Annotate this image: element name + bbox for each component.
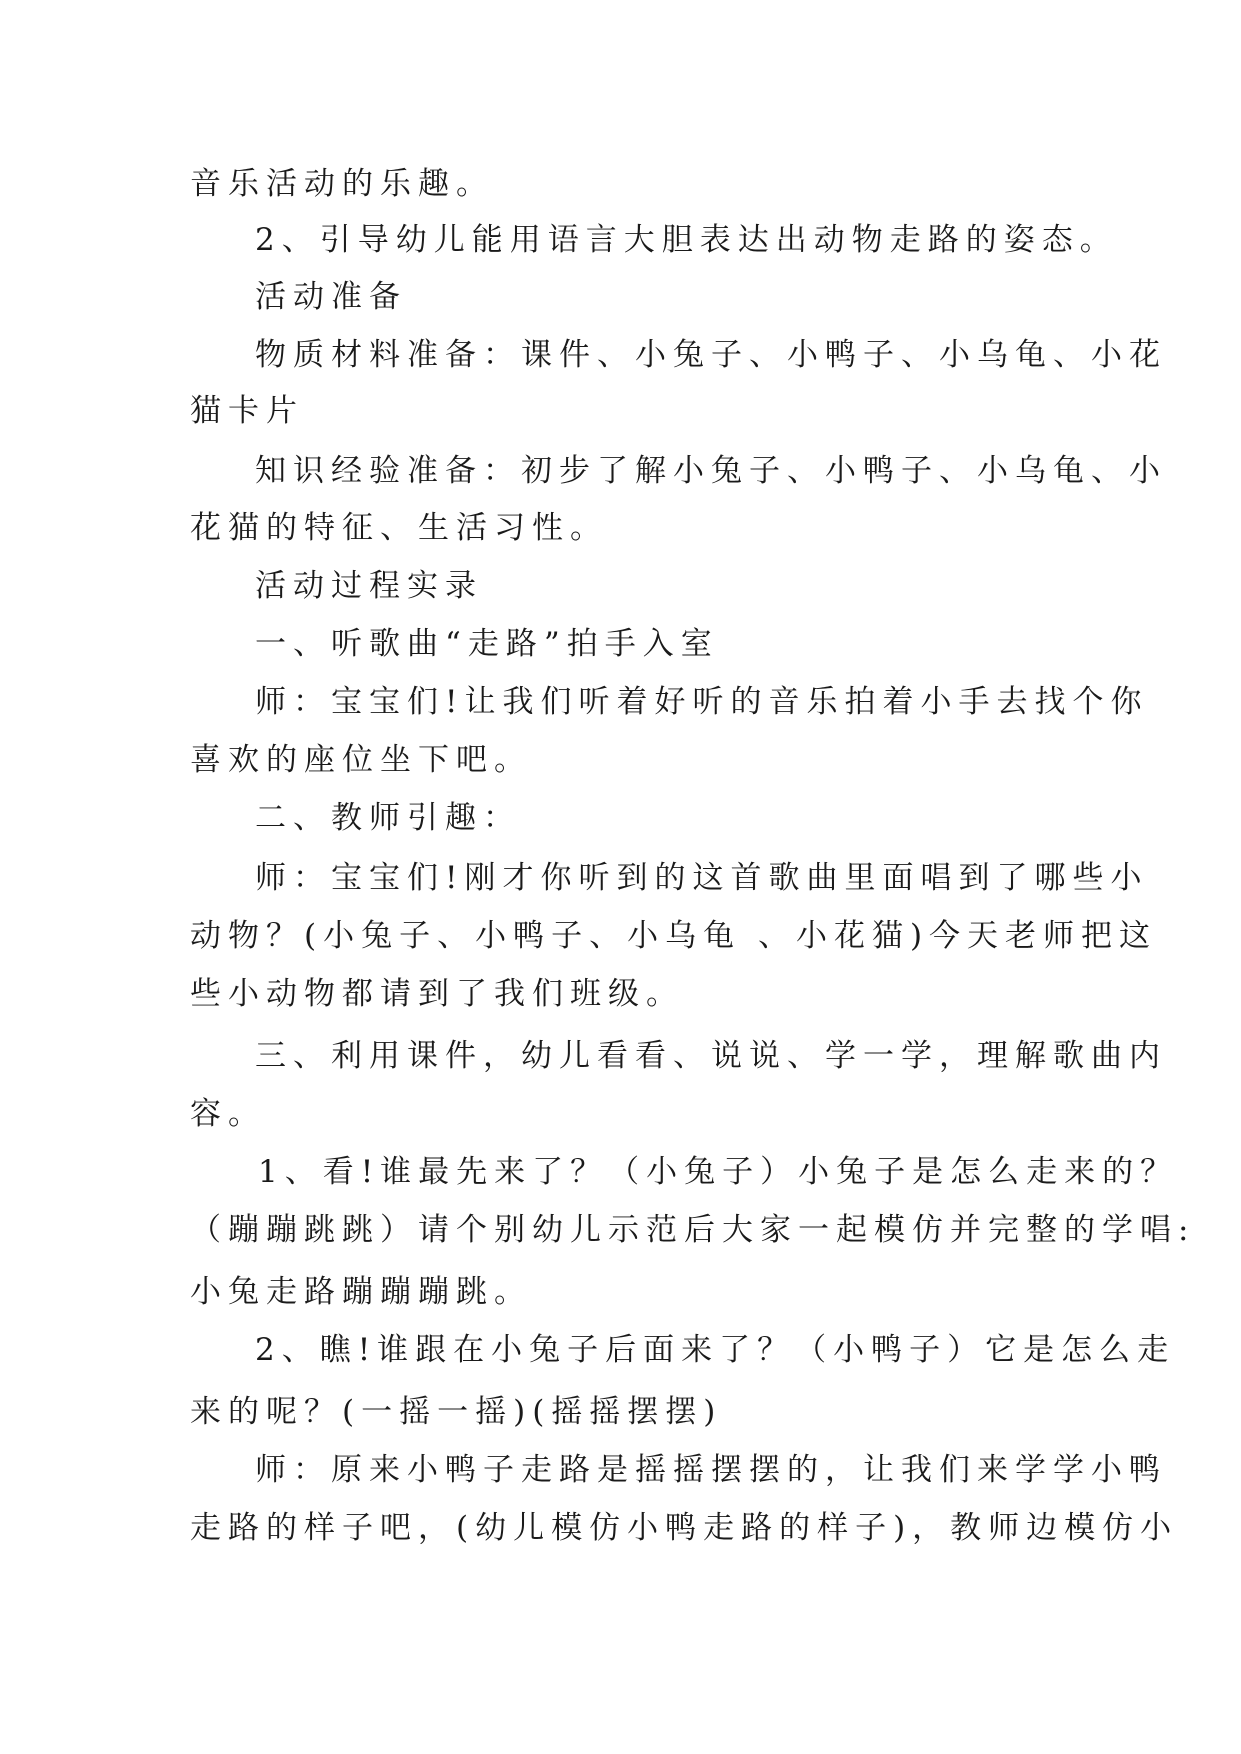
text-line: 容。 — [190, 1096, 266, 1132]
text-line: 二、教师引趣： — [255, 800, 521, 836]
text-line: 物质材料准备：课件、小兔子、小鸭子、小乌龟、小花 — [255, 337, 1167, 373]
text-line: （蹦蹦跳跳）请个别幼儿示范后大家一起模仿并完整的学唱: — [190, 1212, 1196, 1248]
text-line: 花猫的特征、生活习性。 — [190, 510, 608, 546]
text-line: 来的呢？(一摇一摇)(摇摇摆摆) — [190, 1394, 723, 1430]
text-line: 猫卡片 — [190, 393, 304, 429]
text-line: 2、引导幼儿能用语言大胆表达出动物走路的姿态。 — [255, 222, 1118, 258]
text-line: 师：宝宝们!刚才你听到的这首歌曲里面唱到了哪些小 — [255, 860, 1149, 896]
text-line: 些小动物都请到了我们班级。 — [190, 976, 684, 1012]
text-line: 走路的样子吧，(幼儿模仿小鸭走路的样子)，教师边模仿小 — [190, 1510, 1179, 1546]
text-line: 师：原来小鸭子走路是摇摇摆摆的，让我们来学学小鸭 — [255, 1452, 1167, 1488]
section-heading: 活动准备 — [255, 279, 407, 315]
text-line: 小兔走路蹦蹦蹦跳。 — [190, 1274, 532, 1310]
text-line: 师：宝宝们!让我们听着好听的音乐拍着小手去找个你 — [255, 684, 1149, 720]
text-line: 喜欢的座位坐下吧。 — [190, 742, 532, 778]
text-line: 1、看!谁最先来了？（小兔子）小兔子是怎么走来的？ — [258, 1154, 1179, 1190]
section-heading: 活动过程实录 — [255, 568, 483, 604]
text-line: 一、听歌曲“走路”拍手入室 — [255, 626, 719, 662]
text-line: 2、瞧!谁跟在小兔子后面来了？（小鸭子）它是怎么走 — [255, 1332, 1176, 1368]
text-line: 音乐活动的乐趣。 — [190, 166, 494, 202]
text-line: 知识经验准备：初步了解小兔子、小鸭子、小乌龟、小 — [255, 453, 1167, 489]
text-line: 三、利用课件，幼儿看看、说说、学一学，理解歌曲内 — [255, 1038, 1167, 1074]
text-line: 动物？(小兔子、小鸭子、小乌龟 、小花猫)今天老师把这 — [190, 918, 1158, 954]
